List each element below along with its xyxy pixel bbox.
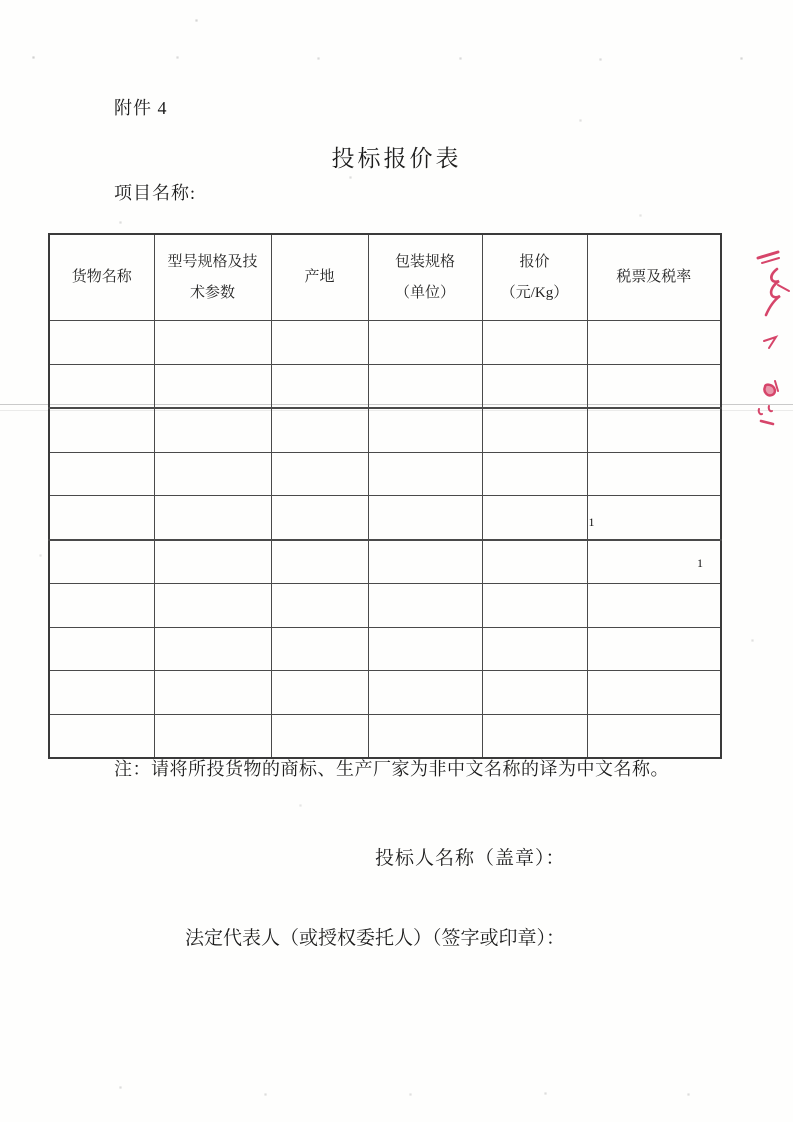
table-header-cell-3	[368, 234, 482, 321]
header-line: （单位）	[394, 284, 455, 301]
red-ink-marks	[751, 245, 793, 430]
table-cell-r9c5	[482, 671, 587, 715]
table-header-cell-5	[587, 234, 721, 321]
table-cell-r5c4	[368, 496, 482, 540]
table-cell-r9c2	[154, 671, 271, 715]
table-cell-r2c3	[271, 364, 368, 408]
stray-mark: 1	[588, 514, 595, 529]
table-cell-r7c2	[154, 584, 271, 628]
header-line: 包装规格	[394, 253, 455, 270]
table-row-4	[49, 452, 721, 496]
table-cell-r1c6	[587, 321, 721, 365]
bid-price-table	[48, 233, 722, 759]
table-header-cell-0	[49, 234, 154, 321]
table-cell-r9c6	[587, 671, 721, 715]
page-title: 投标报价表	[331, 146, 462, 171]
table-cell-r6c6	[587, 540, 721, 584]
table-row-8	[49, 627, 721, 671]
table-cell-r6c3	[271, 540, 368, 584]
table-cell-r2c4	[368, 364, 482, 408]
table-cell-r8c1	[49, 627, 154, 671]
table-cell-r3c6	[587, 408, 721, 452]
table-cell-r8c6	[587, 627, 721, 671]
table-cell-r3c3	[271, 408, 368, 452]
table-cell-r1c4	[368, 321, 482, 365]
header-line: （元/Kg）	[500, 284, 569, 301]
table-cell-r7c5	[482, 584, 587, 628]
table-cell-r6c2	[154, 540, 271, 584]
header-line: 术参数	[189, 284, 235, 301]
table-cell-r10c5	[482, 714, 587, 758]
attachment-label: 附件 4	[114, 98, 168, 118]
header-row	[49, 234, 721, 321]
table-cell-r2c6	[587, 364, 721, 408]
table-cell-r7c4	[368, 584, 482, 628]
table-cell-r1c3	[271, 321, 368, 365]
table-body	[49, 321, 721, 759]
table-cell-r9c1	[49, 671, 154, 715]
table-cell-r5c2	[154, 496, 271, 540]
legal-representative-label: 法定代表人（或授权委托人）（签字或印章）：	[185, 928, 566, 949]
scan-noise-speckles	[0, 0, 1, 1]
table-row-9	[49, 671, 721, 715]
table-cell-r9c4	[368, 671, 482, 715]
table-cell-r2c2	[154, 364, 271, 408]
table-cell-r4c1	[49, 452, 154, 496]
header-line: 产地	[304, 269, 335, 285]
header-line: 报价	[519, 253, 550, 270]
table-cell-r3c1	[49, 408, 154, 452]
table-cell-r10c6	[587, 714, 721, 758]
table-cell-r4c5	[482, 452, 587, 496]
table-header-row	[49, 234, 721, 321]
table-cell-r8c5	[482, 627, 587, 671]
header-line: 货物名称	[71, 269, 132, 285]
table-row-7	[49, 584, 721, 628]
table-cell-r8c2	[154, 627, 271, 671]
table-cell-r7c1	[49, 584, 154, 628]
table-row-2	[49, 364, 721, 408]
table-cell-r1c5	[482, 321, 587, 365]
table-header-cell-2	[271, 234, 368, 321]
table-cell-r10c4	[368, 714, 482, 758]
table-cell-r1c2	[154, 321, 271, 365]
table-cell-r10c3	[271, 714, 368, 758]
table-cell-r5c6	[587, 496, 721, 540]
table-cell-r5c1	[49, 496, 154, 540]
bidder-name-label: 投标人名称（盖章）：	[375, 848, 566, 869]
table-row-1	[49, 321, 721, 365]
project-name-label: 项目名称:	[114, 183, 197, 203]
table-cell-r10c2	[154, 714, 271, 758]
table-cell-r1c1	[49, 321, 154, 365]
bid-price-table-grid	[48, 233, 722, 759]
table-row-10	[49, 714, 721, 758]
table-cell-r4c3	[271, 452, 368, 496]
table-header-cell-1	[154, 234, 271, 321]
table-cell-r6c4	[368, 540, 482, 584]
table-cell-r3c4	[368, 408, 482, 452]
table-header-cell-4	[482, 234, 587, 321]
stray-mark: 1	[697, 556, 703, 571]
table-cell-r5c5	[482, 496, 587, 540]
table-cell-r4c4	[368, 452, 482, 496]
table-row-5	[49, 496, 721, 540]
header-line: 型号规格及技	[167, 253, 258, 270]
table-cell-r3c2	[154, 408, 271, 452]
table-cell-r7c6	[587, 584, 721, 628]
table-cell-r9c3	[271, 671, 368, 715]
table-cell-r4c6	[587, 452, 721, 496]
table-cell-r6c1	[49, 540, 154, 584]
table-cell-r10c1	[49, 714, 154, 758]
note-text: 注：请将所投货物的商标、生产厂家为非中文名称的译为中文名称。	[114, 759, 669, 779]
table-row-6	[49, 540, 721, 584]
table-cell-r8c4	[368, 627, 482, 671]
table-cell-r8c3	[271, 627, 368, 671]
table-cell-r2c1	[49, 364, 154, 408]
table-cell-r6c5	[482, 540, 587, 584]
header-line: 税票及税率	[616, 269, 692, 285]
table-cell-r4c2	[154, 452, 271, 496]
table-cell-r2c5	[482, 364, 587, 408]
table-cell-r5c3	[271, 496, 368, 540]
table-row-3	[49, 408, 721, 452]
table-cell-r7c3	[271, 584, 368, 628]
table-cell-r3c5	[482, 408, 587, 452]
